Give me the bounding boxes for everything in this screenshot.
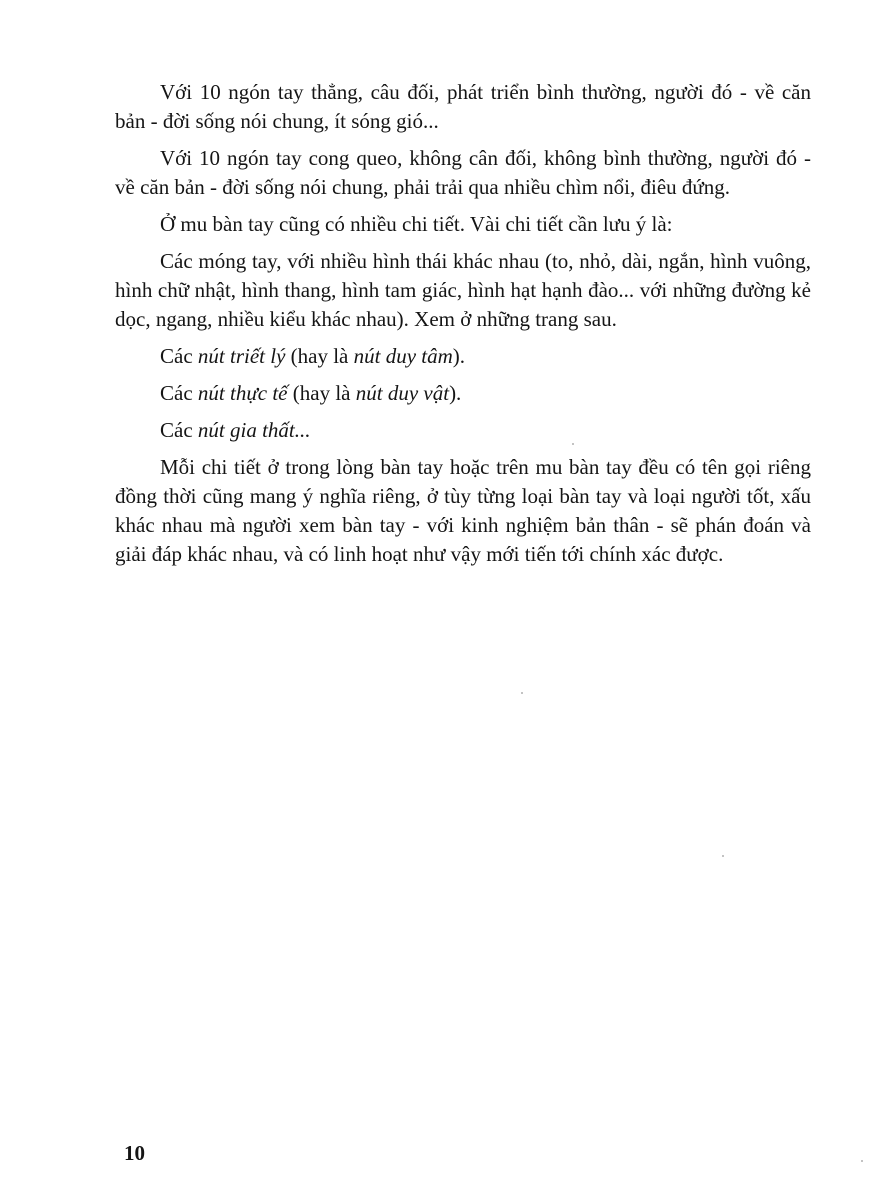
list-term: nút gia thất... (197, 418, 311, 442)
list-item-philosophical-knots (115, 342, 811, 371)
page-body (115, 78, 811, 577)
paragraph-straight-fingers: Với 10 ngón tay thẳng, câu đối, phát triển bình thường, người đó - về căn bản - đời sống nói chung, ít sóng gió... (115, 80, 811, 133)
list-item-practical-knots (115, 379, 811, 408)
list-suffix: ). (449, 381, 462, 405)
list-term-alt: nút duy vật (355, 381, 450, 405)
paragraph-crooked-fingers: Với 10 ngón tay cong queo, không cân đối, không bình thường, người đó - về căn bản - đời sống nói chung, phải trải qua nhiều chìm nổi, điêu đứng. (115, 146, 811, 199)
list-prefix: Các (160, 381, 198, 405)
scan-speck (722, 855, 724, 857)
list-prefix: Các (160, 418, 198, 442)
page-number: 10 (124, 1141, 145, 1165)
list-term: nút triết lý (197, 344, 286, 368)
paragraph-back-of-hand: Ở mu bàn tay cũng có nhiều chi tiết. Vài chi tiết cần lưu ý là: (160, 212, 673, 236)
list-mid: (hay là (285, 344, 354, 368)
scan-speck (521, 692, 523, 694)
scan-speck (861, 1160, 863, 1162)
list-prefix: Các (160, 344, 198, 368)
list-suffix: ). (452, 344, 466, 368)
scan-speck (572, 443, 574, 445)
list-term: nút thực tế (197, 381, 288, 405)
list-item-family-knots (115, 416, 811, 445)
list-mid: (hay là (287, 381, 356, 405)
paragraph-closing: Mỗi chi tiết ở trong lòng bàn tay hoặc trên mu bàn tay đều có tên gọi riêng đồng thời cũng mang ý nghĩa riêng, ở tùy từng loại bàn tay và loại người tốt, xấu khác nhau mà người xem bàn tay - với kinh nghiệm bản thân - sẽ phán đoán và giải đáp khác nhau, và có linh hoạt như vậy mới tiến tới chính xác được. (115, 455, 811, 566)
paragraph-fingernails: Các móng tay, với nhiều hình thái khác nhau (to, nhỏ, dài, ngắn, hình vuông, hình chữ nhật, hình thang, hình tam giác, hình hạt hạnh đào... với những đường kẻ dọc, ngang, nhiều kiểu khác nhau). Xem ở những trang sau. (115, 249, 811, 331)
list-term-alt: nút duy tâm (353, 344, 453, 368)
